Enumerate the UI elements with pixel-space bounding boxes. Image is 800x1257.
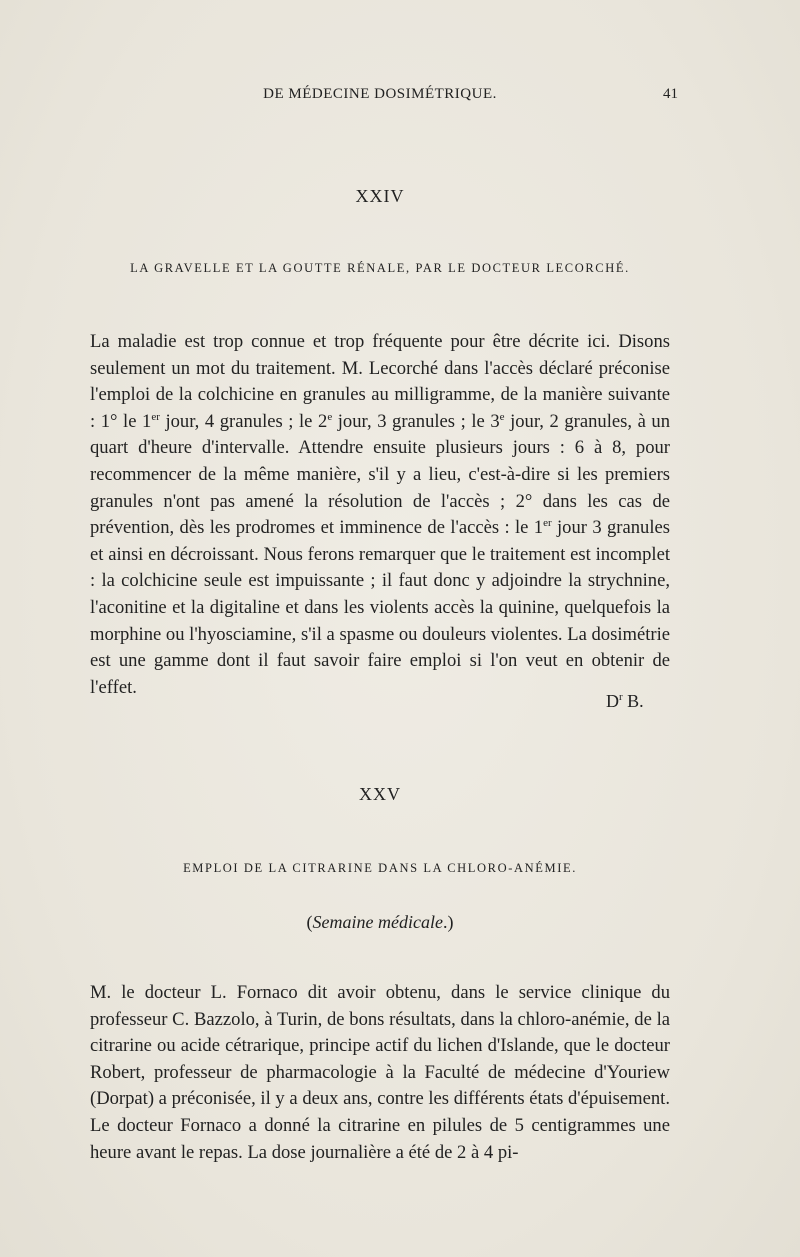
paragraph-text [90,329,670,701]
paragraph-text: M. le docteur L. Fornaco dit avoir obtenu, dans le service clinique du professeur C. Bazzolo, à Turin, de bons résultats, dans la chloro-anémie, de la citrarine ou acide cétrarique, principe actif du lichen d'Islande, que le docteur Robert, professeur de pharmacologie à la Faculté de médecine d'Youriew (Dorpat) a préconisée, il y a deux ans, contre les différents états d'épuisement. Le docteur Fornaco a donné la citrarine en pilules de 5 centigrammes une heure avant le repas. La dose journalière a été de 2 à 4 pi- [90,982,670,1163]
page-number: 41 [663,86,678,102]
superscript: e [327,410,333,423]
source-title: Semaine médicale [312,912,443,932]
section-title-gravelle: LA GRAVELLE ET LA GOUTTE RÉNALE, PAR LE DOCTEUR LECORCHÉ. [130,261,630,275]
running-head [0,86,800,110]
source-paren-open: ( [306,912,313,932]
section-2-paragraph [90,980,670,1166]
signature-prefix: D [606,691,619,711]
section-1-paragraph [90,329,670,701]
signature [606,691,644,712]
running-title: DE MÉDECINE DOSIMÉTRIQUE. [263,86,497,102]
text-run: jour, 4 granules ; le 2 [159,410,328,432]
source-citation [0,912,760,933]
text-run: jour, 2 granules, à un quart d'heure d'intervalle. Attendre ensuite plusieurs jours : 6 à 8, pour recommencer de la même manière, s'il y a lieu, c'est-à-dire si les premiers granules n'ont pas amené la résolution de l'accès ; 2° dans les cas de prévention, dès les prodromes et imminence de l'accès : le 1 [90,410,671,539]
section-title-citrarine: EMPLOI DE LA CITRARINE DANS LA CHLORO-ANÉMIE. [183,861,577,875]
text-run: La maladie est trop connue et trop fréquente pour être décrite ici. Disons seulement un mot du traitement. M. Lecorché dans l'accès déclaré préconise l'emploi de la colchicine en granules au milligramme, de la manière suivante : 1° le 1 [90,331,670,432]
signature-suffix: B. [622,691,644,711]
section-number-xxv: XXV [359,784,401,804]
superscript: er [151,410,160,423]
superscript: er [543,517,552,530]
section-number-xxiv: XXIV [355,186,405,206]
source-paren-close: .) [442,912,454,932]
text-run: jour 3 granules et ainsi en décroissant. Nous ferons remarquer que le traitement est incomplet : la colchicine seule est impuissante ; il faut donc y adjoindre la strychnine, l'aconitine et la digitaline et dans les violents accès la quinine, quelquefois la morphine ou l'hyosciamine, s'il a spasme ou douleurs violentes. La dosimétrie est une gamme dont il faut savoir faire emploi si l'on veut en obtenir de l'effet. [90,517,670,698]
superscript: r [619,691,623,703]
text-run: jour, 3 granules ; le 3 [332,410,500,432]
superscript: e [499,410,505,423]
